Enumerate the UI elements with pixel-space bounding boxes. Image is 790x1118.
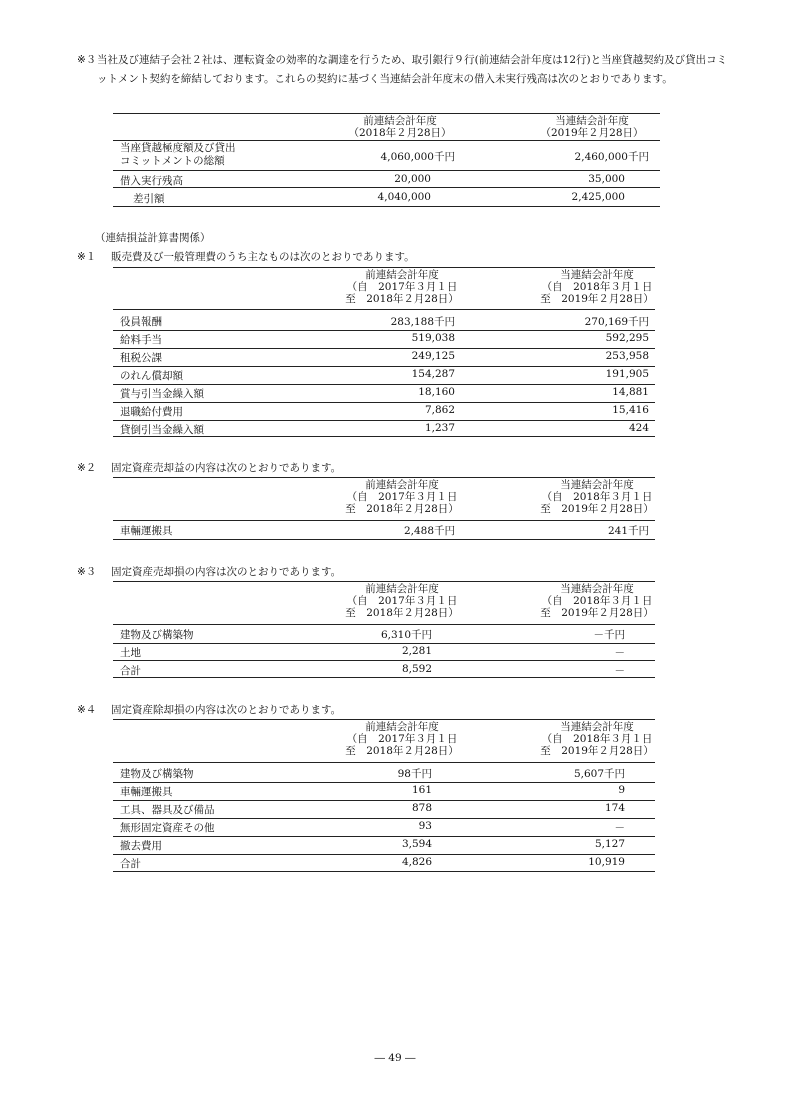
header-line: 至 2019年２月28日） bbox=[540, 293, 654, 305]
value-prev: 2,281 bbox=[401, 645, 432, 657]
value-prev: 154,287 bbox=[411, 368, 455, 380]
header-line: 前連結会計年度 bbox=[365, 479, 439, 491]
value-prev: 4,040,000 bbox=[377, 191, 431, 203]
header-line: （自 2018年３月１日 bbox=[541, 491, 653, 503]
curr-year-header bbox=[522, 721, 672, 757]
header-line: （自 2018年３月１日 bbox=[541, 595, 653, 607]
header-line: （自 2017年３月１日 bbox=[346, 595, 458, 607]
header-line: （自 2017年３月１日 bbox=[346, 733, 458, 745]
value-prev: 7,862 bbox=[424, 404, 455, 416]
row-label: 給料手当 bbox=[120, 334, 162, 346]
row-label: 工具、器具及び備品 bbox=[120, 804, 215, 816]
value-curr: 2,460,000千円 bbox=[574, 151, 649, 163]
value-curr: － bbox=[614, 647, 625, 659]
header-line: 当連結会計年度 bbox=[560, 269, 634, 281]
row-label: 貸倒引当金繰入額 bbox=[120, 424, 204, 436]
gain-title: 固定資産売却益の内容は次のとおりであります。 bbox=[111, 462, 342, 474]
row-rule bbox=[113, 402, 655, 403]
row-label: 差引額 bbox=[133, 193, 165, 205]
value-curr: 14,881 bbox=[612, 386, 649, 398]
value-prev: 4,826 bbox=[401, 856, 432, 868]
value-prev: 18,160 bbox=[418, 386, 455, 398]
loss-sale-marker: ※３ bbox=[77, 566, 97, 578]
row-rule bbox=[113, 818, 655, 819]
value-curr: 10,919 bbox=[588, 856, 625, 868]
value-prev: 6,310千円 bbox=[380, 629, 432, 641]
row-label: 賞与引当金繰入額 bbox=[120, 388, 204, 400]
row-rule bbox=[113, 420, 655, 421]
prev-year-header bbox=[327, 269, 477, 305]
value-prev: 249,125 bbox=[411, 350, 455, 362]
section-title: （連結損益計算書関係） bbox=[95, 232, 211, 244]
value-prev: 519,038 bbox=[411, 332, 455, 344]
loss-sale-title: 固定資産売却損の内容は次のとおりであります。 bbox=[111, 566, 342, 578]
row-label: 車輛運搬具 bbox=[120, 525, 173, 537]
table-top-rule bbox=[113, 719, 655, 720]
row-label bbox=[120, 142, 236, 168]
header-rule bbox=[113, 762, 655, 763]
table-top-rule bbox=[113, 477, 655, 478]
row-label: 建物及び構築物 bbox=[120, 629, 194, 641]
value-curr: 9 bbox=[618, 784, 625, 796]
value-curr: 2,425,000 bbox=[571, 191, 625, 203]
header-line: （自 2018年３月１日 bbox=[541, 733, 653, 745]
table-bottom-rule bbox=[113, 677, 655, 678]
row-rule bbox=[113, 384, 655, 385]
header-line: 至 2018年２月28日） bbox=[345, 293, 459, 305]
curr-year-header bbox=[512, 115, 672, 139]
value-prev: 20,000 bbox=[394, 173, 431, 185]
row-rule bbox=[113, 330, 655, 331]
loss-disposal-title: 固定資産除却損の内容は次のとおりであります。 bbox=[111, 704, 342, 716]
row-rule bbox=[113, 643, 655, 644]
header-line: （2019年２月28日） bbox=[540, 127, 644, 139]
header-line: 前連結会計年度 bbox=[365, 583, 439, 595]
row-label: 借入実行残高 bbox=[120, 175, 183, 187]
row-label: 撤去費用 bbox=[120, 840, 162, 852]
table-bottom-rule bbox=[113, 539, 655, 540]
sga-title: 販売費及び一般管理費のうち主なものは次のとおりであります。 bbox=[111, 251, 415, 263]
row-label: 建物及び構築物 bbox=[120, 768, 194, 780]
note3-marker: ※３ bbox=[77, 54, 97, 66]
header-line: 当連結会計年度 bbox=[555, 115, 629, 127]
value-curr: － bbox=[614, 822, 625, 834]
header-rule bbox=[113, 309, 655, 310]
header-line: 至 2018年２月28日） bbox=[345, 607, 459, 619]
header-line: 当連結会計年度 bbox=[560, 721, 634, 733]
header-line: 当連結会計年度 bbox=[560, 583, 634, 595]
value-curr: － bbox=[614, 665, 625, 677]
prev-year-header bbox=[327, 479, 477, 515]
value-prev: 98千円 bbox=[397, 768, 432, 780]
row-label: 合計 bbox=[120, 858, 141, 870]
value-curr: 5,607千円 bbox=[573, 768, 625, 780]
value-curr: 270,169千円 bbox=[584, 316, 649, 328]
header-line: （自 2018年３月１日 bbox=[541, 281, 653, 293]
header-line: （自 2017年３月１日 bbox=[346, 491, 458, 503]
header-line: 至 2019年２月28日） bbox=[540, 745, 654, 757]
row-label: 車輛運搬具 bbox=[120, 786, 173, 798]
value-curr: －千円 bbox=[593, 629, 625, 641]
value-curr: 5,127 bbox=[594, 838, 625, 850]
value-curr: 241千円 bbox=[607, 525, 649, 537]
header-line: 至 2019年２月28日） bbox=[540, 607, 654, 619]
value-prev: 283,188千円 bbox=[390, 316, 455, 328]
curr-year-header bbox=[522, 583, 672, 619]
row-label: 土地 bbox=[120, 647, 141, 659]
prev-year-header bbox=[320, 115, 480, 139]
header-line: 至 2018年２月28日） bbox=[345, 745, 459, 757]
header-line: 前連結会計年度 bbox=[365, 269, 439, 281]
header-line: 至 2019年２月28日） bbox=[540, 503, 654, 515]
table-top-rule bbox=[113, 581, 655, 582]
label-line: 当座貸越極度額及び貸出 bbox=[120, 142, 236, 154]
curr-year-header bbox=[522, 479, 672, 515]
sga-marker: ※１ bbox=[77, 251, 97, 263]
value-curr: 253,958 bbox=[605, 350, 649, 362]
row-rule bbox=[113, 348, 655, 349]
value-prev: 2,488千円 bbox=[403, 525, 455, 537]
value-curr: 191,905 bbox=[605, 368, 649, 380]
row-label: 役員報酬 bbox=[120, 316, 162, 328]
label-line: コミットメントの総額 bbox=[120, 155, 225, 167]
loss-disposal-marker: ※４ bbox=[77, 704, 97, 716]
row-label: のれん償却額 bbox=[120, 370, 183, 382]
page-number: ― 49 ― bbox=[374, 1052, 416, 1064]
gain-marker: ※２ bbox=[77, 462, 97, 474]
table-bottom-rule bbox=[113, 436, 655, 437]
row-label: 租税公課 bbox=[120, 352, 162, 364]
header-rule bbox=[113, 624, 655, 625]
row-rule bbox=[113, 782, 655, 783]
value-curr: 174 bbox=[604, 802, 625, 814]
row-rule bbox=[113, 170, 660, 171]
table-bottom-rule bbox=[113, 871, 655, 872]
value-prev: 8,592 bbox=[401, 663, 432, 675]
prev-year-header bbox=[327, 721, 477, 757]
header-line: （2018年２月28日） bbox=[348, 127, 452, 139]
value-curr: 592,295 bbox=[605, 332, 649, 344]
value-curr: 424 bbox=[628, 422, 649, 434]
table-top-rule bbox=[113, 113, 660, 114]
header-line: 前連結会計年度 bbox=[363, 115, 437, 127]
header-rule bbox=[113, 140, 660, 141]
row-label: 合計 bbox=[120, 665, 141, 677]
value-prev: 1,237 bbox=[424, 422, 455, 434]
prev-year-header bbox=[327, 583, 477, 619]
note3-text: 当社及び連結子会社２社は、運転資金の効率的な調達を行うため、取引銀行９行(前連結会計年度は12行)と当座貸越契約及び貸出コミットメント契約を締結しております。これらの契約に基づく当連結会計年度末の借入未実行残高は次のとおりであります。 bbox=[97, 54, 728, 85]
table-top-rule bbox=[113, 267, 655, 268]
row-rule bbox=[113, 660, 655, 661]
value-prev: 3,594 bbox=[401, 838, 432, 850]
row-rule bbox=[113, 187, 660, 188]
row-label: 退職給付費用 bbox=[120, 406, 183, 418]
value-curr: 15,416 bbox=[612, 404, 649, 416]
row-rule bbox=[113, 836, 655, 837]
header-rule bbox=[113, 520, 655, 521]
value-curr: 35,000 bbox=[588, 173, 625, 185]
header-line: 当連結会計年度 bbox=[560, 479, 634, 491]
header-line: （自 2017年３月１日 bbox=[346, 281, 458, 293]
row-label: 無形固定資産その他 bbox=[120, 822, 215, 834]
value-prev: 161 bbox=[411, 784, 432, 796]
header-line: 至 2018年２月28日） bbox=[345, 503, 459, 515]
row-rule bbox=[113, 366, 655, 367]
table-bottom-rule bbox=[113, 206, 660, 207]
value-prev: 93 bbox=[418, 820, 432, 832]
header-line: 前連結会計年度 bbox=[365, 721, 439, 733]
value-prev: 4,060,000千円 bbox=[380, 151, 455, 163]
curr-year-header bbox=[522, 269, 672, 305]
row-rule bbox=[113, 854, 655, 855]
value-prev: 878 bbox=[411, 802, 432, 814]
row-rule bbox=[113, 800, 655, 801]
